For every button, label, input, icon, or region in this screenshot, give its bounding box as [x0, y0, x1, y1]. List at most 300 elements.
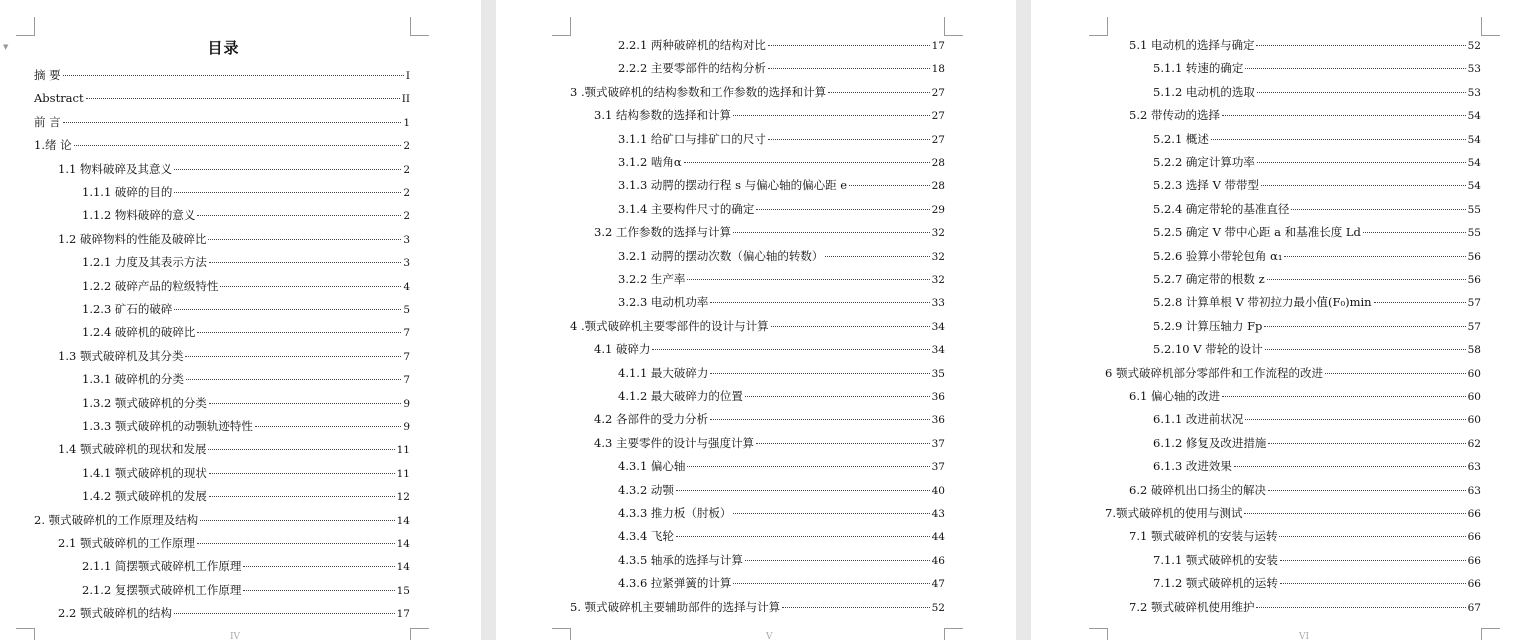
toc-entry[interactable] [34, 91, 410, 106]
dot-leader [208, 449, 394, 450]
toc-entry[interactable] [570, 319, 945, 334]
dot-leader [243, 566, 394, 567]
toc-entry[interactable] [618, 506, 945, 521]
dot-leader [1363, 232, 1466, 233]
crop-mark-icon [1481, 17, 1500, 36]
toc-entry-title: 5.2 带传动的选择 [1129, 108, 1220, 123]
dot-leader [209, 473, 395, 474]
toc-entry-page-number: 57 [1467, 320, 1481, 333]
toc-entry-page-number: 56 [1467, 250, 1481, 263]
toc-entry[interactable] [1153, 85, 1481, 100]
dot-leader [1280, 560, 1466, 561]
toc-entry-page-number: 67 [1467, 601, 1481, 614]
toc-entry[interactable] [594, 342, 945, 357]
toc-entry[interactable] [82, 372, 410, 387]
toc-entry-page-number: 56 [1467, 274, 1481, 286]
dot-leader [1256, 45, 1465, 46]
toc-entry[interactable] [1153, 342, 1481, 357]
dot-leader [1284, 256, 1465, 257]
toc-entry[interactable] [570, 600, 945, 615]
toc-entry-title: 5.2.3 选择 V 带带型 [1153, 178, 1260, 193]
crop-mark-icon [944, 628, 963, 640]
toc-entry-title: 3.2.3 电动机功率 [618, 295, 709, 310]
dot-leader [185, 356, 401, 357]
toc-entry[interactable] [1105, 506, 1481, 521]
toc-entry-title: 3.1 结构参数的选择和计算 [594, 108, 731, 123]
dot-leader [768, 68, 930, 69]
toc-entry-title: 1.2.2 破碎产品的粒级特性 [82, 278, 219, 293]
toc-entry-title: 1.4.1 颚式破碎机的现状 [82, 465, 207, 480]
dot-leader [220, 286, 401, 287]
toc-entry[interactable] [618, 295, 945, 310]
toc-entry-title: 7.颚式破碎机的使用与测试 [1105, 506, 1243, 520]
crop-mark-icon [552, 17, 571, 36]
toc-entry-title: 前 言 [34, 114, 61, 129]
toc-entry[interactable] [1129, 108, 1481, 123]
toc-entry-page-number: 17 [396, 608, 410, 621]
toc-entry-title: 2.2.2 主要零部件的结构分析 [618, 61, 766, 76]
toc-entry-title: 4 .颚式破碎机主要零部件的设计与计算 [570, 318, 769, 333]
toc-title: 目录 [207, 39, 240, 57]
toc-entry-title: 4.1.1 最大破碎力 [618, 365, 709, 380]
dot-leader [1279, 536, 1465, 537]
toc-entry-page-number: 28 [931, 157, 945, 169]
dot-leader [771, 326, 930, 327]
toc-entry-page-number: 2 [403, 187, 410, 199]
dot-leader [1325, 373, 1466, 374]
dot-leader [745, 560, 930, 561]
toc-entry-page-number: 17 [931, 40, 945, 52]
toc-entry[interactable] [82, 583, 410, 598]
dot-leader [1264, 326, 1465, 327]
toc-entry[interactable] [1153, 553, 1481, 568]
dot-leader [186, 379, 401, 380]
toc-entry[interactable] [1153, 576, 1481, 591]
toc-entry-page-number: 32 [931, 250, 945, 263]
toc-entry-title: 2.1.1 简摆颚式破碎机工作原理 [82, 559, 242, 574]
toc-entry[interactable] [82, 396, 410, 411]
toc-entry-title: 4.3.3 推力板（肘板） [618, 506, 732, 520]
dot-leader [768, 45, 930, 46]
toc-entry-title: 3.2.1 动腭的摆动次数（偏心轴的转数） [618, 248, 824, 263]
toc-entry[interactable] [1129, 483, 1481, 498]
toc-entry[interactable] [594, 108, 945, 123]
toc-entry[interactable] [34, 115, 410, 130]
toc-entry-title: 1.4.2 颚式破碎机的发展 [82, 489, 207, 504]
document-page-1 [0, 0, 481, 640]
toc-entry[interactable] [58, 536, 410, 551]
dot-leader [684, 162, 930, 163]
document-page-2 [496, 0, 1016, 640]
toc-entry[interactable] [618, 132, 945, 147]
toc-entry[interactable] [618, 38, 945, 53]
toc-entry-page-number: 12 [396, 491, 410, 504]
toc-entry[interactable] [34, 513, 410, 528]
toc-entry-title: 5. 颚式破碎机主要辅助部件的选择与计算 [570, 599, 781, 614]
dot-leader [209, 403, 401, 404]
dot-leader [733, 583, 929, 584]
toc-entry-page-number: 33 [931, 297, 945, 310]
toc-entry-title: 4.3 主要零件的设计与强度计算 [594, 435, 754, 450]
toc-entry-title: 5.2.5 确定 V 带中心距 a 和基准长度 Ld [1153, 225, 1361, 240]
dot-leader [1245, 419, 1465, 420]
toc-entry-title: 5.2.10 V 带轮的设计 [1153, 342, 1263, 357]
dot-leader [174, 192, 401, 193]
toc-entry[interactable] [82, 185, 410, 200]
toc-entry[interactable] [1129, 389, 1481, 404]
toc-entry[interactable] [618, 155, 945, 170]
toc-entry-page-number: 29 [931, 203, 945, 216]
toc-entry-title: 1.2.3 矿石的破碎 [82, 302, 173, 316]
dot-leader [1267, 279, 1466, 280]
toc-entry-page-number: 9 [403, 397, 410, 410]
dot-leader [209, 496, 395, 497]
toc-entry[interactable] [1153, 272, 1481, 287]
toc-entry[interactable] [82, 559, 410, 574]
toc-entry-title: 4.3.5 轴承的选择与计算 [618, 552, 743, 567]
toc-entry-page-number: 9 [403, 421, 410, 433]
toc-entry[interactable] [1153, 459, 1481, 474]
toc-entry-title: 5.2.1 概述 [1153, 131, 1209, 146]
toc-entry-page-number: 63 [1467, 484, 1481, 497]
toc-entry-page-number: 54 [1467, 133, 1481, 146]
toc-entry[interactable] [594, 225, 945, 240]
dot-leader [849, 185, 930, 186]
toc-entry-page-number: 53 [1467, 63, 1481, 76]
toc-entry[interactable] [1153, 319, 1481, 334]
toc-entry-page-number: 5 [403, 304, 410, 316]
toc-entry-page-number: 14 [396, 514, 410, 527]
toc-entry-title: 1.1.1 破碎的目的 [82, 185, 173, 199]
toc-entry-title: 1.绪 论 [34, 138, 72, 153]
toc-entry-title: 2.1 颚式破碎机的工作原理 [58, 536, 195, 550]
toc-entry-page-number: I [405, 70, 410, 82]
toc-entry-page-number: 11 [396, 467, 410, 480]
toc-entry-title: 3.2.2 生产率 [618, 272, 686, 286]
dot-leader [782, 607, 929, 608]
toc-entry-page-number: 15 [396, 584, 410, 597]
toc-entry-title: 7.1 颚式破碎机的安装与运转 [1129, 529, 1278, 544]
toc-entry-page-number: 47 [931, 578, 945, 591]
toc-entry-title: 1.2.1 力度及其表示方法 [82, 255, 207, 270]
dot-leader [174, 309, 401, 310]
toc-entry-title: 摘 要 [34, 68, 61, 82]
toc-entry-page-number: 18 [931, 63, 945, 76]
toc-entry[interactable] [1153, 132, 1481, 147]
toc-entry-page-number: 28 [931, 180, 945, 193]
toc-entry-title: 4.3.2 动颚 [618, 482, 674, 497]
toc-entry-page-number: 11 [396, 444, 410, 457]
toc-entry-page-number: 52 [1467, 40, 1481, 52]
toc-entry[interactable] [1153, 61, 1481, 76]
toc-entry-title: 1.1.2 物料破碎的意义 [82, 208, 196, 223]
dot-leader [1256, 607, 1465, 608]
toc-entry[interactable] [1153, 249, 1481, 264]
toc-entry[interactable] [618, 529, 945, 544]
dot-leader [208, 239, 401, 240]
toc-entry-title: 6.1 偏心轴的改进 [1129, 389, 1220, 403]
dot-leader [1265, 349, 1466, 350]
toc-entry-title: 5.2.2 确定计算功率 [1153, 155, 1255, 169]
toc-entry[interactable] [82, 489, 410, 504]
toc-entry-page-number: 54 [1467, 180, 1481, 193]
toc-entry-page-number: 66 [1467, 531, 1481, 544]
toc-entry[interactable] [1153, 295, 1481, 310]
toc-entry[interactable] [594, 436, 945, 451]
toc-entry-page-number: 7 [403, 327, 410, 340]
toc-entry-page-number: 14 [396, 538, 410, 550]
dot-leader [756, 443, 930, 444]
toc-entry[interactable] [1153, 202, 1481, 217]
toc-entry[interactable] [1153, 412, 1481, 427]
toc-entry[interactable] [618, 249, 945, 264]
toc-entry-title: 5.2.8 计算单根 V 带初拉力最小值(F₀)min [1153, 295, 1372, 310]
dot-leader [733, 115, 930, 116]
toc-entry-title: 1.3.1 破碎机的分类 [82, 372, 184, 387]
toc-entry-title: 7.1.1 颚式破碎机的安装 [1153, 552, 1278, 567]
toc-entry-page-number: 53 [1467, 86, 1481, 99]
toc-entry-title: 7.1.2 颚式破碎机的运转 [1153, 576, 1278, 591]
dot-leader [710, 302, 929, 303]
toc-entry-page-number: II [401, 93, 410, 106]
toc-entry-title: 2. 颚式破碎机的工作原理及结构 [34, 512, 199, 527]
toc-entry[interactable] [1129, 38, 1481, 53]
dot-leader [86, 98, 400, 99]
toc-entry-title: 3.1.1 给矿口与排矿口的尺寸 [618, 131, 766, 146]
toc-entry[interactable] [618, 576, 945, 591]
crop-mark-icon [410, 17, 429, 36]
dot-leader [733, 232, 930, 233]
toc-entry[interactable] [82, 419, 410, 434]
toc-entry-title: 3.2 工作参数的选择与计算 [594, 225, 731, 240]
toc-entry-page-number: 2 [403, 140, 410, 153]
toc-entry-page-number: 37 [931, 437, 945, 450]
dot-leader [1245, 68, 1465, 69]
page-number-footer: VI [1299, 632, 1310, 640]
crop-mark-icon [1089, 628, 1108, 640]
toc-entry-page-number: 4 [403, 280, 410, 293]
dot-leader [63, 75, 404, 76]
dot-leader [1261, 185, 1466, 186]
toc-entry-page-number: 34 [931, 320, 945, 333]
dot-leader [74, 145, 402, 146]
toc-entry-title: 1.2.4 破碎机的破碎比 [82, 325, 196, 340]
toc-entry[interactable] [58, 349, 410, 364]
toc-entry-title: 2.1.2 复摆颚式破碎机工作原理 [82, 582, 242, 597]
toc-entry[interactable] [618, 178, 945, 193]
toc-entry-title: 6.2 破碎机出口扬尘的解决 [1129, 482, 1266, 497]
crop-mark-icon [1089, 17, 1108, 36]
toc-entry[interactable] [618, 483, 945, 498]
toc-entry-page-number: 44 [931, 531, 945, 544]
dot-leader [733, 513, 929, 514]
dot-leader [1257, 162, 1466, 163]
toc-entry[interactable] [82, 279, 410, 294]
toc-entry-page-number: 2 [403, 163, 410, 176]
toc-entry[interactable] [618, 61, 945, 76]
toc-entry-title: 1.2 破碎物料的性能及破碎比 [58, 231, 207, 246]
dot-leader [768, 139, 930, 140]
dot-leader [745, 396, 930, 397]
toc-entry-page-number: 14 [396, 561, 410, 574]
toc-entry-title: 5.2.6 验算小带轮包角 α₁ [1153, 248, 1283, 263]
dot-leader [1268, 490, 1466, 491]
toc-entry-page-number: 40 [931, 484, 945, 497]
toc-entry[interactable] [1129, 529, 1481, 544]
toc-entry-page-number: 27 [931, 110, 945, 123]
toc-entry[interactable] [82, 208, 410, 223]
dot-leader [652, 349, 929, 350]
toc-entry-page-number: 7 [403, 374, 410, 387]
toc-entry[interactable] [1153, 155, 1481, 170]
toc-entry-page-number: 2 [403, 210, 410, 223]
toc-entry[interactable] [618, 389, 945, 404]
crop-mark-icon [552, 628, 571, 640]
toc-entry[interactable] [570, 85, 945, 100]
dot-leader [243, 590, 394, 591]
toc-entry[interactable] [1153, 178, 1481, 193]
toc-entry-title: 1.3.2 颚式破碎机的分类 [82, 395, 207, 410]
toc-entry-title: 1.3.3 颚式破碎机的动颚轨迹特性 [82, 419, 253, 433]
toc-entry[interactable] [1129, 600, 1481, 615]
page-number-footer: IV [230, 632, 241, 640]
toc-entry[interactable] [618, 272, 945, 287]
toc-entry-page-number: 55 [1467, 227, 1481, 240]
toc-entry-page-number: 54 [1467, 157, 1481, 169]
toc-entry-title: 5.1.2 电动机的选取 [1153, 84, 1255, 99]
dot-leader [63, 122, 402, 123]
toc-entry-title: 4.3.4 飞轮 [618, 529, 674, 544]
toc-entry-title: 5.2.4 确定带轮的基准直径 [1153, 201, 1290, 216]
toc-entry-page-number: 46 [931, 554, 945, 567]
toc-entry-page-number: 32 [931, 227, 945, 240]
toc-entry[interactable] [82, 302, 410, 317]
toc-entry-title: 3.1.3 动腭的摆动行程 s 与偏心轴的偏心距 e [618, 178, 848, 193]
toc-entry-page-number: 35 [931, 367, 945, 380]
toc-entry[interactable] [58, 232, 410, 247]
dot-leader [825, 256, 929, 257]
toc-entry-page-number: 60 [1467, 391, 1481, 403]
dot-leader [710, 419, 930, 420]
toc-entry[interactable] [82, 325, 410, 340]
toc-entry-title: 2.2 颚式破碎机的结构 [58, 606, 172, 621]
toc-entry-page-number: 7 [403, 350, 410, 363]
toc-entry-page-number: 55 [1467, 203, 1481, 216]
toc-entry-title: 5.1.1 转速的确定 [1153, 61, 1244, 76]
toc-entry[interactable] [1153, 225, 1481, 240]
dot-leader [1374, 302, 1466, 303]
dot-leader [676, 536, 930, 537]
toc-entry-title: 3.1.4 主要构件尺寸的确定 [618, 201, 755, 216]
toc-entry[interactable] [58, 162, 410, 177]
toc-entry-title: 1.4 颚式破碎机的现状和发展 [58, 442, 207, 457]
toc-entry-page-number: 66 [1467, 554, 1481, 567]
toc-entry-title: 5.2.9 计算压轴力 Fp [1153, 318, 1263, 333]
toc-entry-title: 6.1.1 改进前状况 [1153, 412, 1244, 427]
toc-entry-page-number: 60 [1467, 414, 1481, 427]
dot-leader [1234, 466, 1466, 467]
dot-leader [676, 490, 930, 491]
toc-entry[interactable] [618, 553, 945, 568]
dot-leader [687, 279, 929, 280]
dot-leader [687, 466, 929, 467]
dot-leader [1244, 513, 1465, 514]
toc-entry-title: 1.1 物料破碎及其意义 [58, 161, 172, 176]
toc-entry-page-number: 60 [1467, 367, 1481, 380]
toc-entry-title: 5.1 电动机的选择与确定 [1129, 38, 1255, 52]
toc-entry-title: 6.1.3 改进效果 [1153, 459, 1232, 474]
dot-leader [1280, 583, 1466, 584]
toc-entry-title: 2.2.1 两种破碎机的结构对比 [618, 38, 766, 52]
toc-entry-title: 4.2 各部件的受力分析 [594, 412, 708, 427]
crop-mark-icon [16, 17, 35, 36]
toc-entry[interactable] [58, 606, 410, 621]
toc-entry[interactable] [34, 138, 410, 153]
toc-entry-title: 3 .颚式破碎机的结构参数和工作参数的选择和计算 [570, 84, 827, 99]
toc-entry[interactable] [34, 68, 410, 83]
dot-leader [1291, 209, 1465, 210]
toc-entry-title: 4.3.1 偏心轴 [618, 459, 686, 474]
toc-entry-page-number: 62 [1467, 437, 1481, 450]
document-page-3 [1031, 0, 1517, 640]
dot-leader [1222, 115, 1466, 116]
toc-entry-page-number: 66 [1467, 508, 1481, 520]
page-number-footer: V [766, 632, 773, 640]
toc-entry[interactable] [58, 442, 410, 457]
dot-leader [828, 92, 929, 93]
toc-entry[interactable] [618, 366, 945, 381]
toc-entry-page-number: 36 [931, 414, 945, 427]
toc-entry-page-number: 27 [931, 86, 945, 99]
crop-mark-icon [410, 628, 429, 640]
toc-entry-title: 1.3 颚式破碎机及其分类 [58, 348, 184, 363]
toc-entry-page-number: 66 [1467, 578, 1481, 591]
toc-entry[interactable] [82, 466, 410, 481]
crop-mark-icon [16, 628, 35, 640]
dot-leader [756, 209, 929, 210]
toc-entry[interactable] [1105, 366, 1481, 381]
toc-entry[interactable] [1153, 436, 1481, 451]
toc-entry-page-number: 57 [1467, 297, 1481, 310]
toc-entry[interactable] [618, 459, 945, 474]
dot-leader [197, 215, 401, 216]
dot-leader [255, 426, 401, 427]
toc-entry-page-number: 34 [931, 344, 945, 357]
dot-leader [200, 520, 394, 521]
toc-entry[interactable] [82, 255, 410, 270]
toc-entry-title: 4.1.2 最大破碎力的位置 [618, 389, 743, 403]
toc-entry-page-number: 54 [1467, 110, 1481, 123]
toc-entry-page-number: 3 [403, 257, 410, 270]
toc-entry-title: 6.1.2 修复及改进措施 [1153, 435, 1267, 450]
toc-entry-page-number: 3 [403, 233, 410, 246]
toc-entry[interactable] [618, 202, 945, 217]
dot-leader [1268, 443, 1465, 444]
dot-leader [209, 262, 401, 263]
toc-entry-title: 6 颚式破碎机部分零部件和工作流程的改进 [1105, 365, 1323, 380]
dot-leader [174, 169, 401, 170]
crop-mark-icon [1481, 628, 1500, 640]
collapse-marker-icon[interactable]: ▼ [3, 43, 9, 51]
toc-entry-title: Abstract [34, 91, 84, 106]
toc-entry-page-number: 37 [931, 461, 945, 474]
toc-entry-page-number: 1 [403, 116, 410, 129]
crop-mark-icon [944, 17, 963, 36]
dot-leader [710, 373, 929, 374]
toc-entry[interactable] [594, 412, 945, 427]
toc-entry-title: 3.1.2 啮角α [618, 155, 682, 169]
toc-entry-title: 4.3.6 拉紧弹簧的计算 [618, 576, 732, 591]
